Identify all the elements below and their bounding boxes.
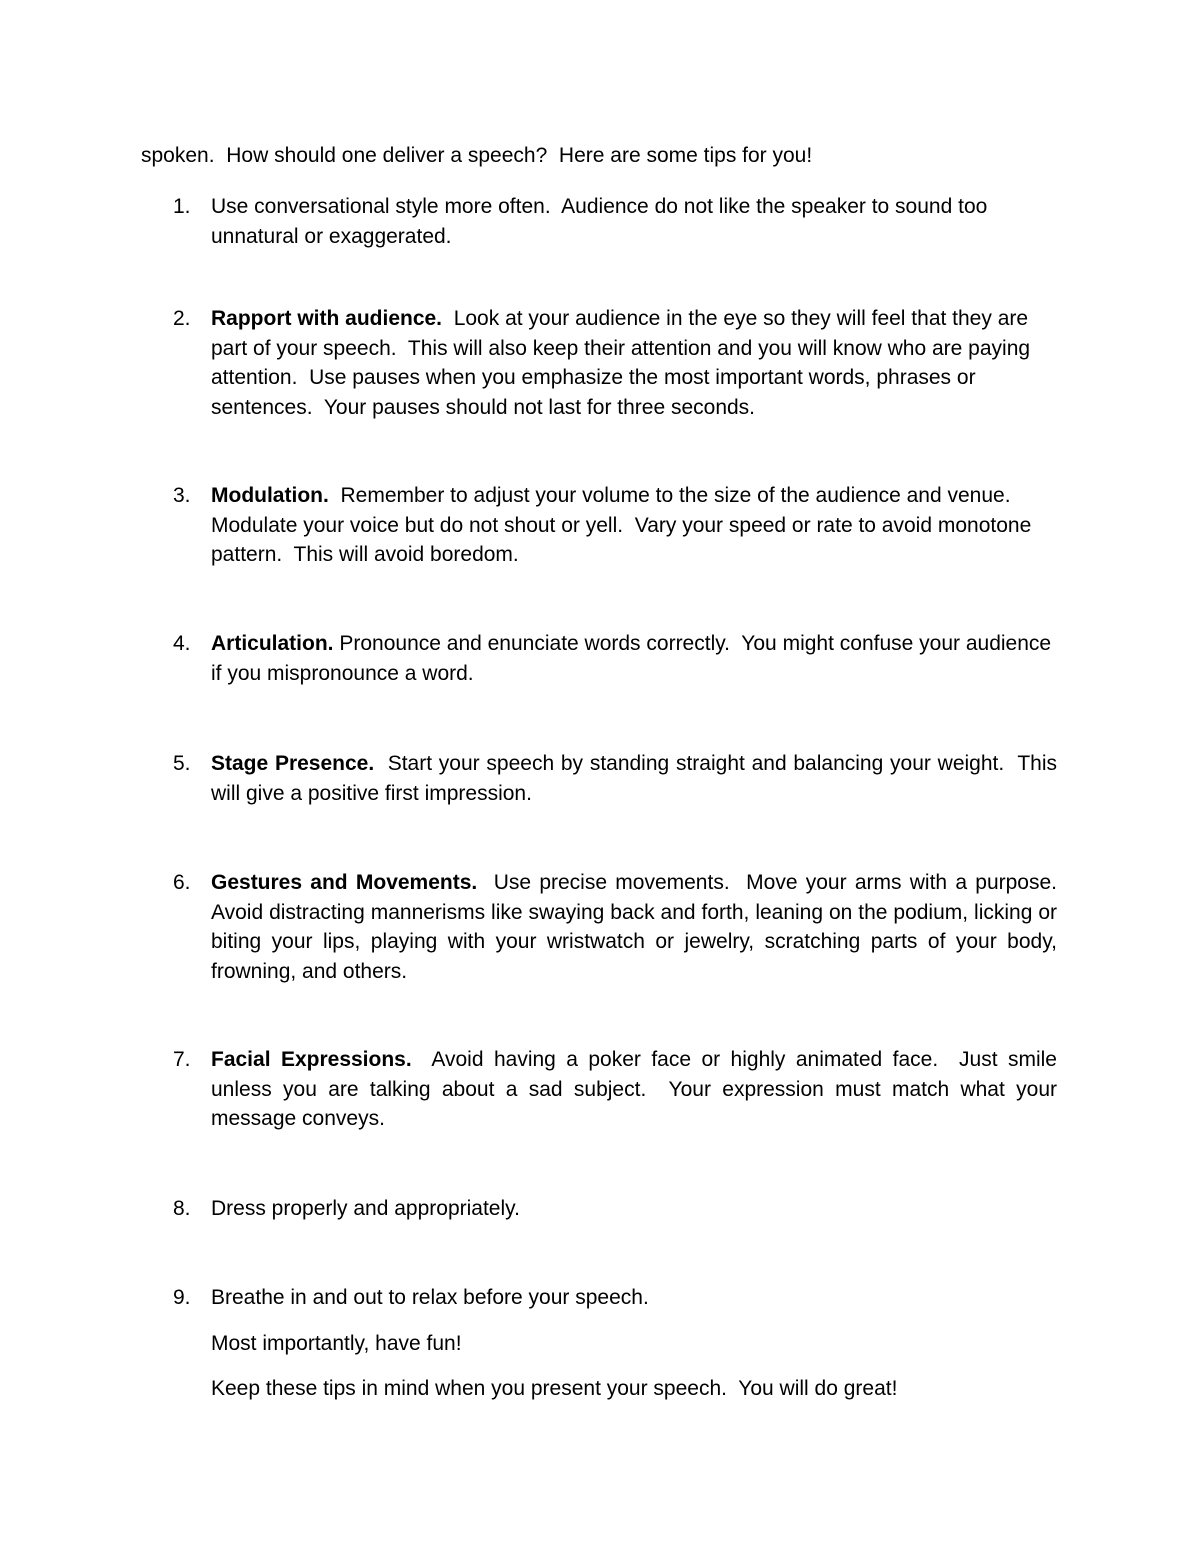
list-item-text [211,868,1069,986]
closing-line-2: Keep these tips in mind when you present your speech. You will do great! [211,1377,898,1400]
list-item-heading: Rapport with audience. [211,307,443,330]
list-item-body: Use conversational style more often. Audience do not like the speaker to sound too unnatural or exaggerated. [211,195,994,248]
list-item-heading: Modulation. [211,484,329,507]
list-number: 8. [173,1197,191,1220]
list-item-body: Start your speech by standing straight and balancing your weight. This will give a positive first impression. [211,752,1063,805]
list-number: 4. [173,632,191,655]
list-item-body: Avoid having a poker face or highly animated face. Just smile unless you are talking about a sad subject. Your expression must match what your message conveys. [211,1048,1063,1130]
list-item-text [211,1283,1057,1313]
list-item-heading: Facial Expressions. [211,1048,412,1071]
list-item-text [211,1194,1057,1224]
list-number: 5. [173,752,191,775]
list-number: 3. [173,484,191,507]
list-number: 2. [173,307,191,330]
list-item-body: Dress properly and appropriately. [211,1197,520,1220]
list-item-text [211,749,1063,808]
list-item-body: Pronounce and enunciate words correctly. You might confuse your audience if you mispronounce a word. [211,632,1057,685]
intro-text: spoken. How should one deliver a speech? Here are some tips for you! [141,144,813,167]
list-item-text [211,192,1057,251]
list-item-body: Use precise movements. Move your arms with a purpose. Avoid distracting mannerisms like swaying back and forth, leaning on the podium, licking or biting your lips, playing with your wristwatch or jewelry, scratching parts of your body, frowning, and others. [211,871,1069,983]
list-item-text [211,1045,1063,1134]
list-item-heading: Articulation. [211,632,334,655]
list-number: 6. [173,871,191,894]
list-item-heading: Stage Presence. [211,752,375,775]
closing-line-1: Most importantly, have fun! [211,1332,462,1355]
list-number: 9. [173,1286,191,1309]
list-item-body: Breathe in and out to relax before your speech. [211,1286,649,1309]
list-item-body: Remember to adjust your volume to the size of the audience and venue. Modulate your voice but do not shout or yell. Vary your speed or rate to avoid monotone pattern. This will avoid boredom. [211,484,1038,566]
list-item-body: Look at your audience in the eye so they will feel that they are part of your speech. This will also keep their attention and you will know who are paying attention. Use pauses when you emphasize the most important words, phrases or sentences. Your pauses should not last for three seconds. [211,307,1036,419]
list-item-text [211,481,1057,570]
list-item-heading: Gestures and Movements. [211,871,478,894]
list-item-text [211,304,1057,422]
list-item-text [211,629,1057,688]
list-number: 7. [173,1048,191,1071]
list-number: 1. [173,195,191,218]
